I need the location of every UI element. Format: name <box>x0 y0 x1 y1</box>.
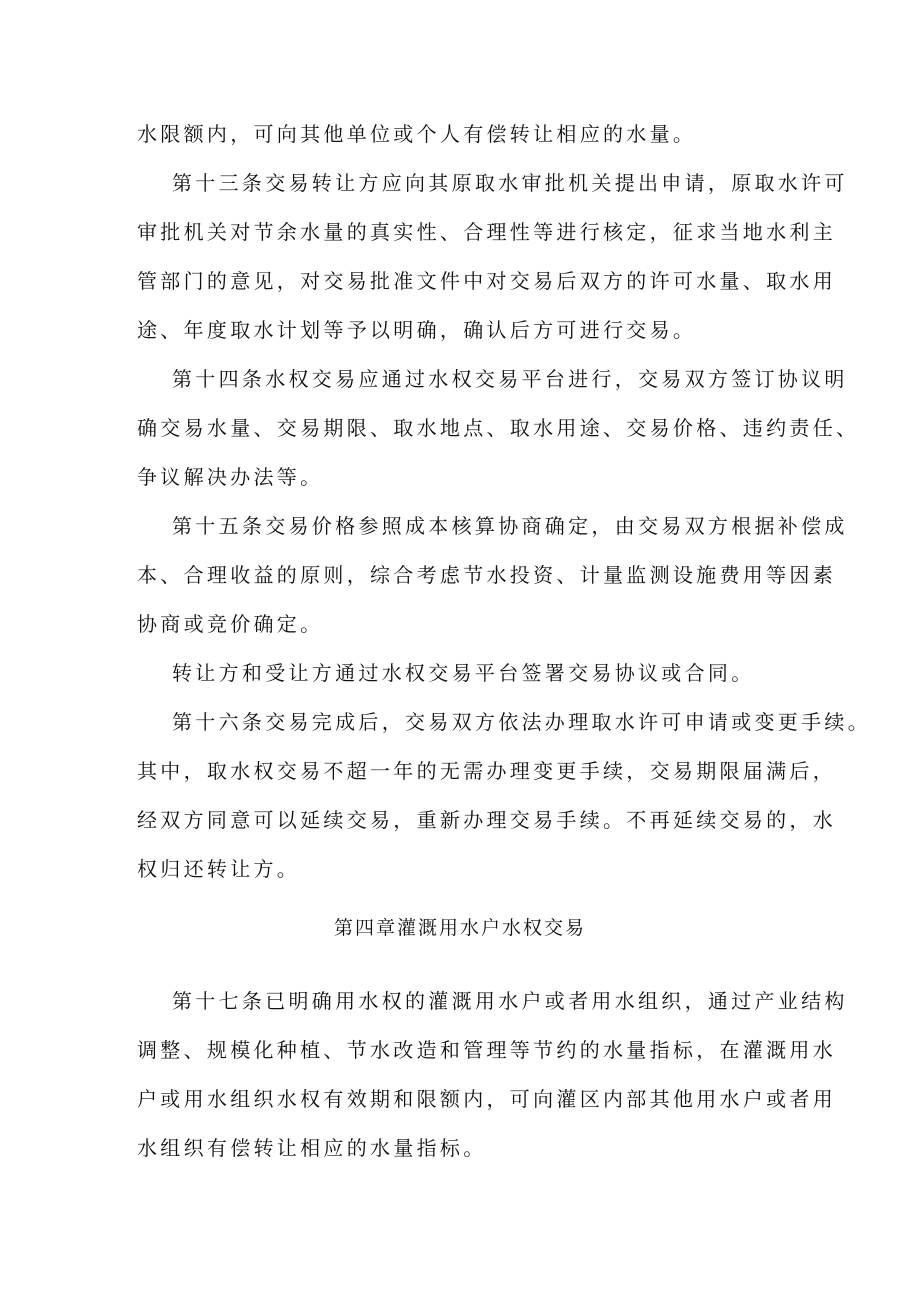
text-line: 其中，取水权交易不超一年的无需办理变更手续，交易期限届满后， <box>137 759 836 783</box>
text-line: 审批机关对节余水量的真实性、合理性等进行核定，征求当地水利主 <box>137 220 836 244</box>
text-line: 权归还转让方。 <box>137 857 301 881</box>
text-line: 协商或竞价确定。 <box>137 612 324 636</box>
text-line: 水限额内，可向其他单位或个人有偿转让相应的水量。 <box>137 122 697 146</box>
text-line: 本、合理收益的原则，综合考虑节水投资、计量监测设施费用等因素 <box>137 563 836 587</box>
text-line: 第十三条交易转让方应向其原取水审批机关提出申请，原取水许可 <box>172 171 848 195</box>
text-line: 转让方和受让方通过水权交易平台签署交易协议或合同。 <box>172 661 755 685</box>
text-line: 第十七条已明确用水权的灌溉用水户或者用水组织，通过产业结构 <box>172 989 848 1013</box>
text-line: 争议解决办法等。 <box>137 465 324 489</box>
text-line: 户或用水组织水权有效期和限额内，可向灌区内部其他用水户或者用 <box>137 1087 836 1111</box>
chapter-heading: 第四章灌溉用水户水权交易 <box>333 917 586 939</box>
text-line: 第十四条水权交易应通过水权交易平台进行，交易双方签订协议明 <box>172 367 848 391</box>
text-line: 第十五条交易价格参照成本核算协商确定，由交易双方根据补偿成 <box>172 514 848 538</box>
text-line: 调整、规模化种植、节水改造和管理等节约的水量指标，在灌溉用水 <box>137 1038 836 1062</box>
text-line: 水组织有偿转让相应的水量指标。 <box>137 1136 487 1160</box>
text-line: 管部门的意见，对交易批准文件中对交易后双方的许可水量、取水用 <box>137 269 836 293</box>
text-line: 途、年度取水计划等予以明确，确认后方可进行交易。 <box>137 318 697 342</box>
text-line: 确交易水量、交易期限、取水地点、取水用途、交易价格、违约责任、 <box>137 416 860 440</box>
text-line: 经双方同意可以延续交易，重新办理交易手续。不再延续交易的，水 <box>137 808 836 832</box>
text-line: 第十六条交易完成后，交易双方依法办理取水许可申请或变更手续。 <box>172 710 871 734</box>
